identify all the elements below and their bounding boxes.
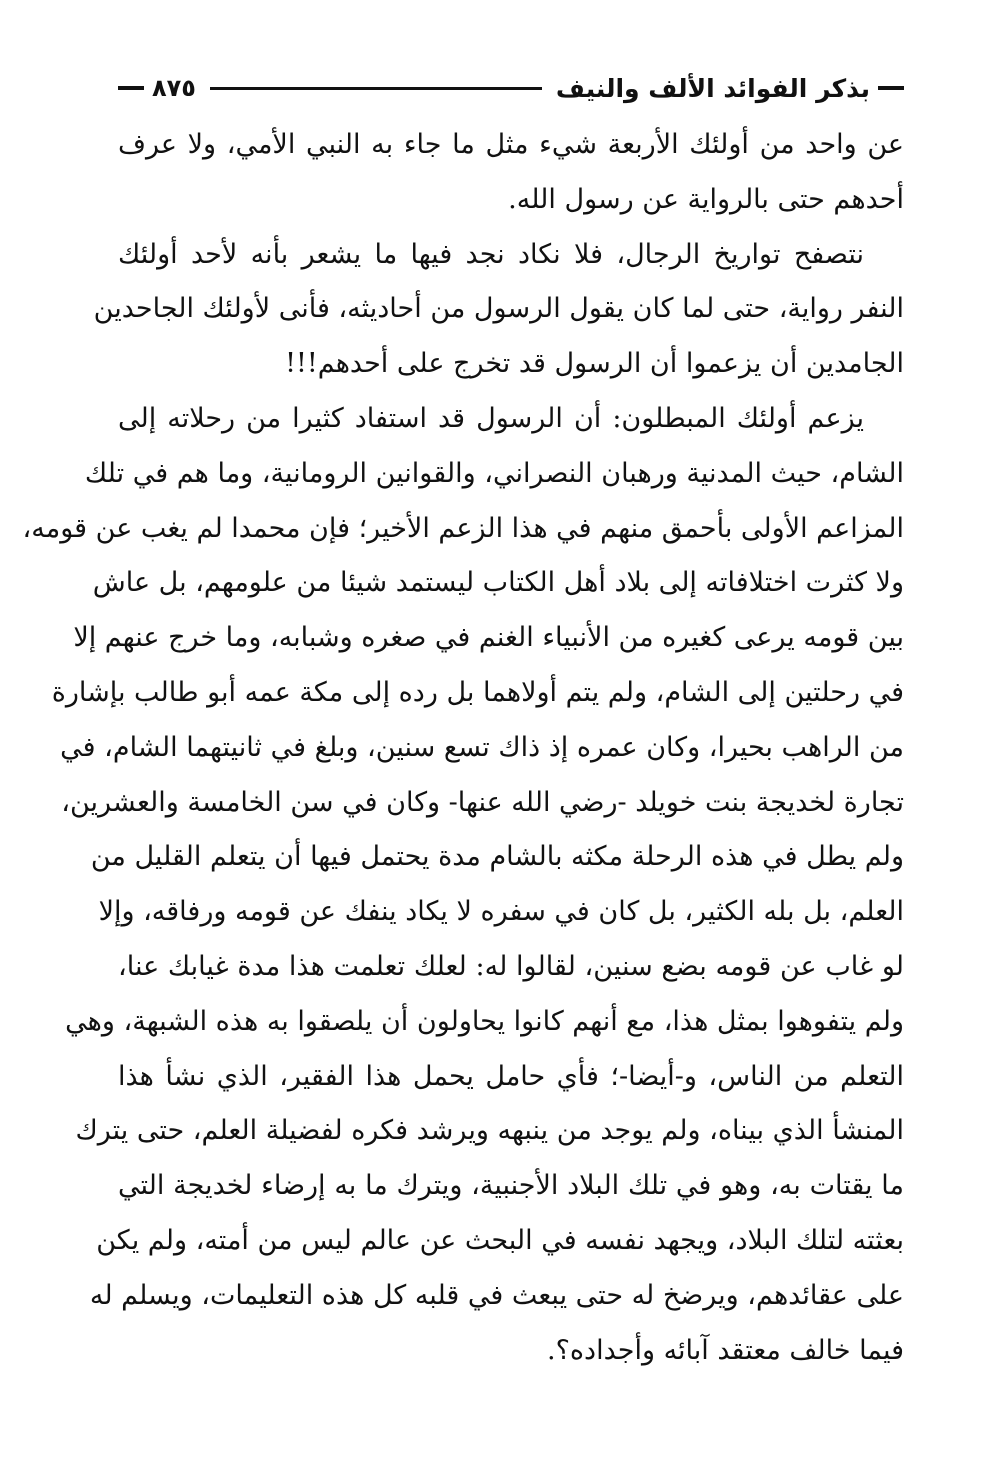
text-line: عن واحد من أولئك الأربعة شيء مثل ما جاء به النبي الأمي، ولا عرف [118, 129, 904, 160]
text-line: ما يقتات به، وهو في تلك البلاد الأجنبية، ويترك ما به إرضاء لخديجة التي [118, 1170, 904, 1202]
text-line: الشام، حيث المدنية ورهبان النصراني، والقوانين الرومانية، وما هم في تلك [84, 457, 904, 489]
text-line: بين قومه يرعى كغيره من الأنبياء الغنم في صغره وشبابه، وما خرج عنهم إلا [73, 622, 904, 654]
text-line: ولا كثرت اختلافاته إلى بلاد أهل الكتاب ليستمد شيئا من علومهم، بل عاش [92, 567, 904, 599]
running-header [118, 68, 904, 108]
text-line: تجارة لخديجة بنت خويلد -رضي الله عنها- وكان في سن الخامسة والعشرين، [61, 786, 904, 818]
header-title: بذكر الفوائد الألف والنيف [555, 73, 870, 103]
text-line: المزاعم الأولى بأحمق منهم في هذا الزعم الأخير؛ فإن محمدا لم يغب عن قومه، [22, 512, 904, 544]
text-line: على عقائدهم، ويرضخ له حتى يبعث في قلبه كل هذه التعليمات، ويسلم له [89, 1279, 904, 1311]
text-line: من الراهب بحيرا، وكان عمره إذ ذاك تسع سنين، وبلغ في ثانيتهما الشام، في [60, 731, 904, 763]
text-line: أحدهم حتى بالرواية عن رسول الله. [508, 183, 904, 215]
text-line: لو غاب عن قومه بضع سنين، لقالوا له: لعلك تعلمت هذا مدة غيابك عنا، [118, 950, 904, 982]
text-line: النفر رواية، حتى لما كان يقول الرسول من أحاديثه، فأنى لأولئك الجاحدين [93, 293, 904, 325]
text-line: يزعم أولئك المبطلون: أن الرسول قد استفاد كثيرا من رحلاته إلى [118, 402, 864, 434]
text-line: ولم يطل في هذه الرحلة مكثه بالشام مدة يحتمل فيها أن يتعلم القليل من [90, 841, 904, 873]
text-line: التعلم من الناس، و-أيضا-؛ فأي حامل يحمل هذا الفقير، الذي نشأ هذا [118, 1060, 904, 1092]
text-line: نتصفح تواريخ الرجال، فلا نكاد نجد فيها ما يشعر بأنه لأحد أولئك [118, 238, 864, 270]
text-line: فيما خالف معتقد آبائه وأجداده؟. [547, 1334, 904, 1366]
text-line: الجامدين أن يزعموا أن الرسول قد تخرج على أحدهم!!! [285, 348, 904, 380]
text-line: ولم يتفوهوا بمثل هذا، مع أنهم كانوا يحاولون أن يلصقوا به هذه الشبهة، وهي [65, 1005, 904, 1037]
text-line: بعثته لتلك البلاد، ويجهد نفسه في البحث عن عالم ليس من أمته، ولم يكن [96, 1224, 904, 1256]
header-dash-right [878, 86, 904, 90]
text-line: المنشأ الذي بيناه، ولم يوجد من ينبهه ويرشد فكره لفضيلة العلم، حتى يترك [75, 1115, 904, 1147]
body-text [22, 118, 904, 1378]
page-number: ٨٧٥ [152, 74, 196, 102]
header-rule [210, 87, 542, 90]
text-line: في رحلتين إلى الشام، ولم يتم أولاهما بل رده إلى مكة عمه أبو طالب بإشارة [51, 676, 904, 708]
header-dash-left [118, 86, 144, 90]
text-line: العلم، بل بله الكثير، بل كان في سفره لا يكاد ينفك عن قومه ورفاقه، وإلا [98, 896, 904, 928]
